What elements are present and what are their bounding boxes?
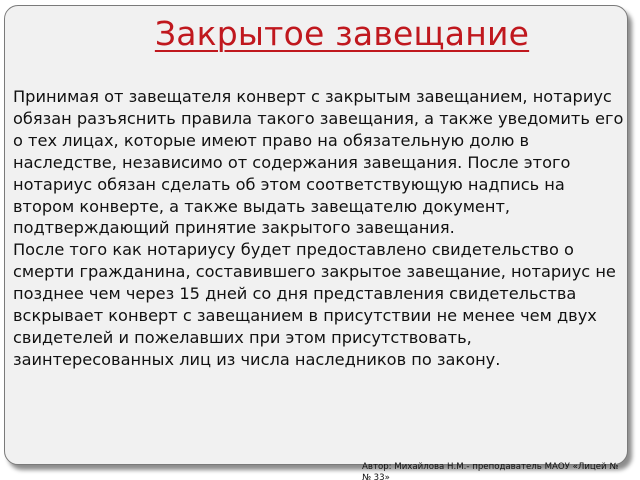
author-footer xyxy=(362,462,640,480)
paragraph-2: После того как нотариусу будет предоставлено свидетельство о смерти гражданина, составившего закрытое завещание, нотариус не позднее чем через 15 дней со дня представления свидетельства вскрывает конверт с завещанием в присутствии не менее чем двух свидетелей и пожелавших при этом присутствовать, заинтересованных лиц из числа наследников по закону. xyxy=(13,240,616,369)
author-credit-continued: № 33» xyxy=(362,473,390,480)
slide-body xyxy=(13,86,628,371)
author-credit: Автор: Михайлова Н.М.- преподаватель МАОУ «Лицей № xyxy=(362,462,619,472)
slide-title: Закрытое завещание xyxy=(154,14,530,53)
paragraph-1: Принимая от завещателя конверт с закрытым завещанием, нотариус обязан разъяснить правила такого завещания, а также уведомить его о тех лицах, которые имеют право на обязательную долю в наследстве, независимо от содержания завещания. После этого нотариус обязан сделать об этом соответствующую надпись на втором конверте, а также выдать завещателю документ, подтверждающий принятие закрытого завещания. xyxy=(13,87,624,238)
